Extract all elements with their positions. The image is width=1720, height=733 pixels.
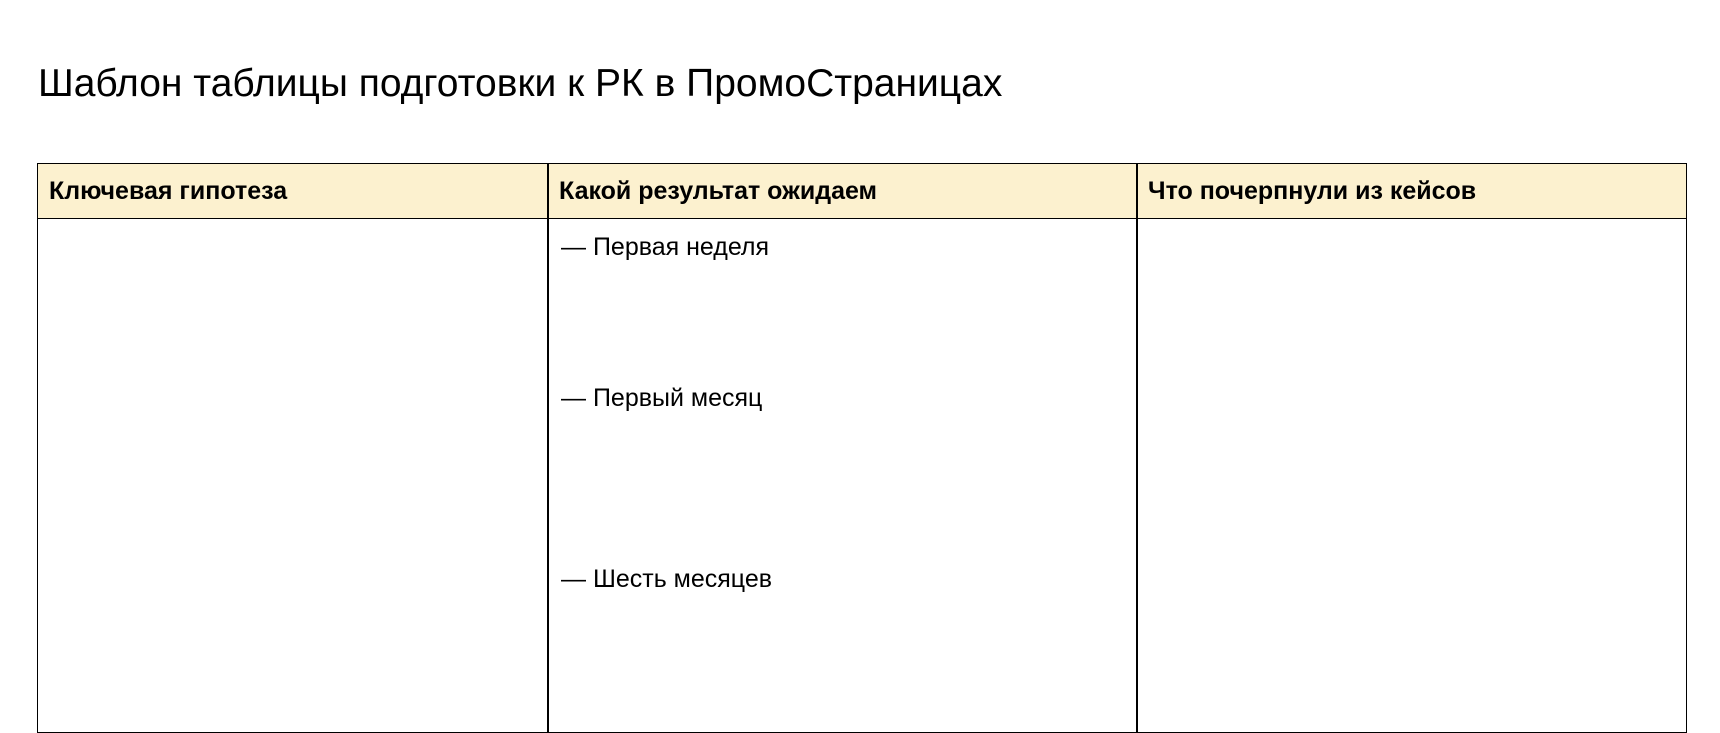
expected-result-six-months: — Шесть месяцев [561,565,773,593]
header-key-hypothesis: Ключевая гипотеза [49,177,288,205]
column-divider-1 [547,164,549,732]
table-header-row [38,164,1686,219]
expected-result-first-month: — Первый месяц [561,384,763,412]
campaign-prep-table [37,163,1687,733]
page-title: Шаблон таблицы подготовки к РК в ПромоСтраницах [38,62,1003,105]
header-expected-result: Какой результат ожидаем [559,177,878,205]
column-divider-2 [1136,164,1138,732]
header-case-learnings: Что почерпнули из кейсов [1148,177,1477,205]
expected-result-first-week: — Первая неделя [561,233,770,261]
